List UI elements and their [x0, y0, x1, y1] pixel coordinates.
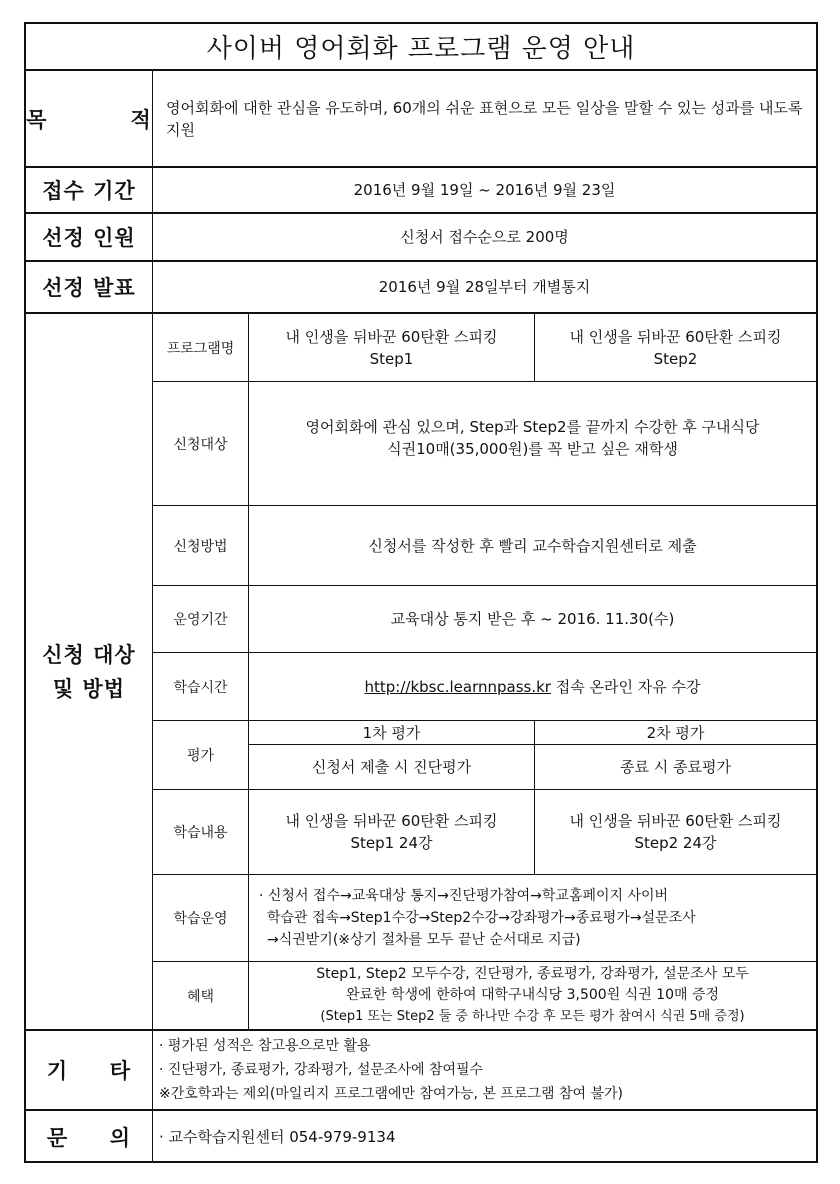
- target-line2: 식권10매(35,000원)를 꼭 받고 싶은 재학생: [387, 440, 678, 458]
- evaluation-second-head: 2차 평가: [646, 723, 705, 742]
- program-step1-line1: 내 인생을 뒤바꾼 60탄환 스피킹: [285, 327, 498, 346]
- method-text: 신청서를 작성한 후 빨리 교수학습지원센터로 제출: [368, 536, 697, 555]
- etc-line3: ※간호학과는 제외(마일리지 프로그램에만 참여가능, 본 프로그램 참여 불가): [159, 1086, 623, 1102]
- program-step1-line2: Step1: [369, 349, 414, 368]
- etc-line1: · 평가된 성적은 참고용으로만 활용: [159, 1038, 371, 1054]
- target-text: [249, 382, 816, 505]
- apply-label: [26, 314, 152, 1029]
- evaluation-first-text: 신청서 제출 시 진단평가: [311, 758, 472, 776]
- content-step1: [249, 790, 534, 874]
- contact-label: 문 의: [46, 1126, 132, 1150]
- program-step1: [249, 314, 534, 381]
- duration-label: 운영기간: [173, 612, 228, 628]
- period-text: 2016년 9월 19일 ~ 2016년 9월 23일: [353, 181, 616, 199]
- operation-line1: · 신청서 접수→교육대상 통지→진단평가참여→학교홈페이지 사이버: [259, 888, 669, 904]
- content-step1-line1: 내 인생을 뒤바꾼 60탄환 스피킹: [285, 812, 498, 830]
- selection-text: 신청서 접수순으로 200명: [400, 228, 569, 246]
- evaluation-second-text: 종료 시 종료평가: [620, 758, 731, 776]
- apply-label-line1: 신청 대상: [42, 642, 136, 667]
- program-step2-line1: 내 인생을 뒤바꾼 60탄환 스피킹: [569, 327, 782, 346]
- purpose-label: 목 적: [26, 107, 152, 132]
- selection-label: 선정 인원: [42, 226, 136, 250]
- announce-label: 선정 발표: [42, 276, 136, 300]
- method-label: 신청방법: [173, 538, 228, 555]
- benefit-line2: 완료한 학생에 한하여 대학구내식당 3,500원 식권 10매 증정: [345, 987, 720, 1003]
- content-step1-line2: Step1 24강: [350, 834, 433, 852]
- content-step2-line1: 내 인생을 뒤바꾼 60탄환 스피킹: [569, 812, 782, 830]
- benefit-text: [249, 962, 816, 1029]
- evaluation-first-head: 1차 평가: [362, 723, 421, 742]
- period-label: 접수 기간: [42, 179, 136, 203]
- operation-line2: 학습관 접속→Step1수강→Step2수강→강좌평가→종료평가→설문조사: [267, 910, 696, 926]
- etc-line2: · 진단평가, 종료평가, 강좌평가, 설문조사에 참여필수: [159, 1062, 484, 1078]
- duration-text: 교육대상 통지 받은 후 ~ 2016. 11.30(수): [390, 610, 675, 628]
- study-time-desc: 접속 온라인 자유 수강: [550, 677, 701, 696]
- operation-text: [249, 875, 816, 961]
- benefit-line3: (Step1 또는 Step2 둘 중 하나만 수강 후 모든 평가 참여시 식권 5매 증정): [320, 1009, 745, 1024]
- content-label: 학습내용: [173, 825, 228, 841]
- content-step2: [535, 790, 816, 874]
- contact-text: · 교수학습지원센터 054-979-9134: [159, 1128, 396, 1146]
- benefit-line1: Step1, Step2 모두수강, 진단평가, 종료평가, 강좌평가, 설문조사 모두: [316, 966, 749, 982]
- evaluation-label: 평가: [186, 748, 215, 764]
- announce-text: 2016년 9월 28일부터 개별통지: [378, 278, 591, 296]
- operation-label: 학습운영: [173, 911, 228, 927]
- purpose-text: 영어회화에 대한 관심을 유도하며, 60개의 쉬운 표현으로 모든 일상을 말할 수 있는 성과를 내도록 지원: [166, 98, 803, 139]
- etc-text: [153, 1031, 816, 1109]
- notice-table: [24, 22, 818, 1163]
- etc-label: 기 타: [46, 1059, 132, 1083]
- apply-label-line2: 및 방법: [52, 676, 126, 701]
- study-site-link[interactable]: http://kbsc.learnnpass.kr: [364, 677, 551, 696]
- target-label: 신청대상: [173, 436, 228, 453]
- study-time-text: [249, 653, 816, 720]
- page-title: 사이버 영어회화 프로그램 운영 안내: [206, 34, 636, 64]
- program-name-label: 프로그램명: [166, 340, 235, 357]
- operation-line3: →식권받기(※상기 절차를 모두 끝난 순서대로 지급): [267, 932, 581, 948]
- program-step2-line2: Step2: [653, 349, 698, 368]
- program-step2: [535, 314, 816, 381]
- target-line1: 영어회화에 관심 있으며, Step과 Step2를 끝까지 수강한 후 구내식당: [305, 418, 760, 436]
- study-time-label: 학습시간: [173, 679, 228, 696]
- benefit-label: 혜택: [186, 988, 215, 1005]
- content-step2-line2: Step2 24강: [634, 834, 717, 852]
